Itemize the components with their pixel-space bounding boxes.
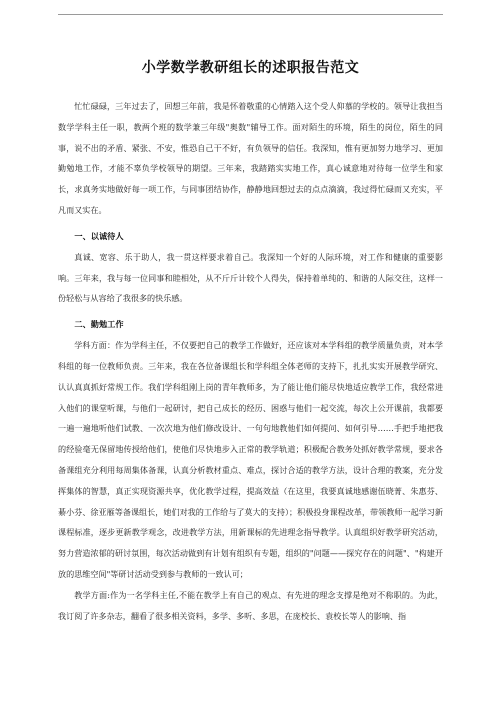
sincerity-paragraph: 真诚、宽容、乐于助人，我一贯这样要求着自己。我深知一个好的人际环境，对工作和健康的重要影响。三年来，我与每一位同事和睦相处，从不斤斤计较个人得失，保持着单纯的、和谐的人际交往，这样一份轻松与从容给了我很多的快乐感。 (58, 251, 443, 304)
teaching-work-paragraph: 教学方面:作为一名学科主任,不能在教学上有自己的观点、有先进的理念支撑是绝对不称职的。为此，我订阅了许多杂志，翻看了很多相关资料，多学、多听、多思，在庞校长、袁校长等人的影响、指 (58, 589, 443, 621)
intro-paragraph: 忙忙碌碌，三年过去了，回想三年前，我是怀着敬重的心情踏入这个受人仰慕的学校的。领导让我担当数学学科主任一职，教两个班的数学兼三年级"奥数"辅导工作。面对陌生的环境，陌生的岗位，陌生的同事，说不出的矛盾、紧张、不安，惟恐自己干不好，有负领导的信任。我深知，惟有更加努力地学习、更加勤勉地工作，才能不辜负学校领导的期望。三年来，我踏踏实实地工作，真心诚意地对待每一位学生和家长，求真务实地做好每一项工作，与同事团结协作，静静地回想过去的点点滴滴，我过得忙碌而又充实，平凡而又实在。 (58, 101, 443, 215)
section-heading-diligence: 二、勤勉工作 (74, 319, 124, 330)
section-heading-sincerity: 一、以诚待人 (74, 230, 124, 241)
document-page (58, 58, 443, 626)
document-title: 小学数学教研组长的述职报告范文 (141, 60, 360, 76)
subject-work-paragraph: 学科方面：作为学科主任，不仅要把自己的教学工作做好，还应该对本学科组的教学质量负责，对本学科组的每一位教师负责。三年来，我在各位备课组长和学科组全体老师的支持下，扎扎实实开展教学研究、认认真真抓好常规工作。我们学科组刚上岗的青年教师多，为了能让他们能尽快地适应教学工作，我经常进入他们的课堂听课，与他们一起研讨，把自己成长的经历、困惑与他们一起交流，每次上公开课前，我都要一遍一遍地听他们试教、一次次地为他们修改设计、一句句地教他们如何提问、如何引导……手把手地把我的经验毫无保留地传授给他们，使他们尽快地步入正常的教学轨道；积极配合教务处抓好教学常规，要求各备课组充分利用每周集体备课，认真分析教材重点、难点，探讨合适的教学方法，设计合理的教案，充分发挥集体的智慧，真正实现资源共享，优化教学过程，提高效益（在这里，我要真诚地感谢伍晓菁、朱惠芬、綦小芬、徐亚雁等备课组长，她们对我的工作给与了莫大的支持）；积极投身课程改革，带领教师一起学习新课程标准，逐步更新教学观念，改进教学方法，用新课标的先进理念指导教学。认真组织好教学研究活动，努力营造浓郁的研讨氛围，每次活动做到有计划有组织有专题，组织的"问题——探究存在的问题"、"构建开放的思维空间"等研讨活动受到参与教师的一致认可； (58, 340, 443, 579)
header-rule (58, 14, 443, 15)
